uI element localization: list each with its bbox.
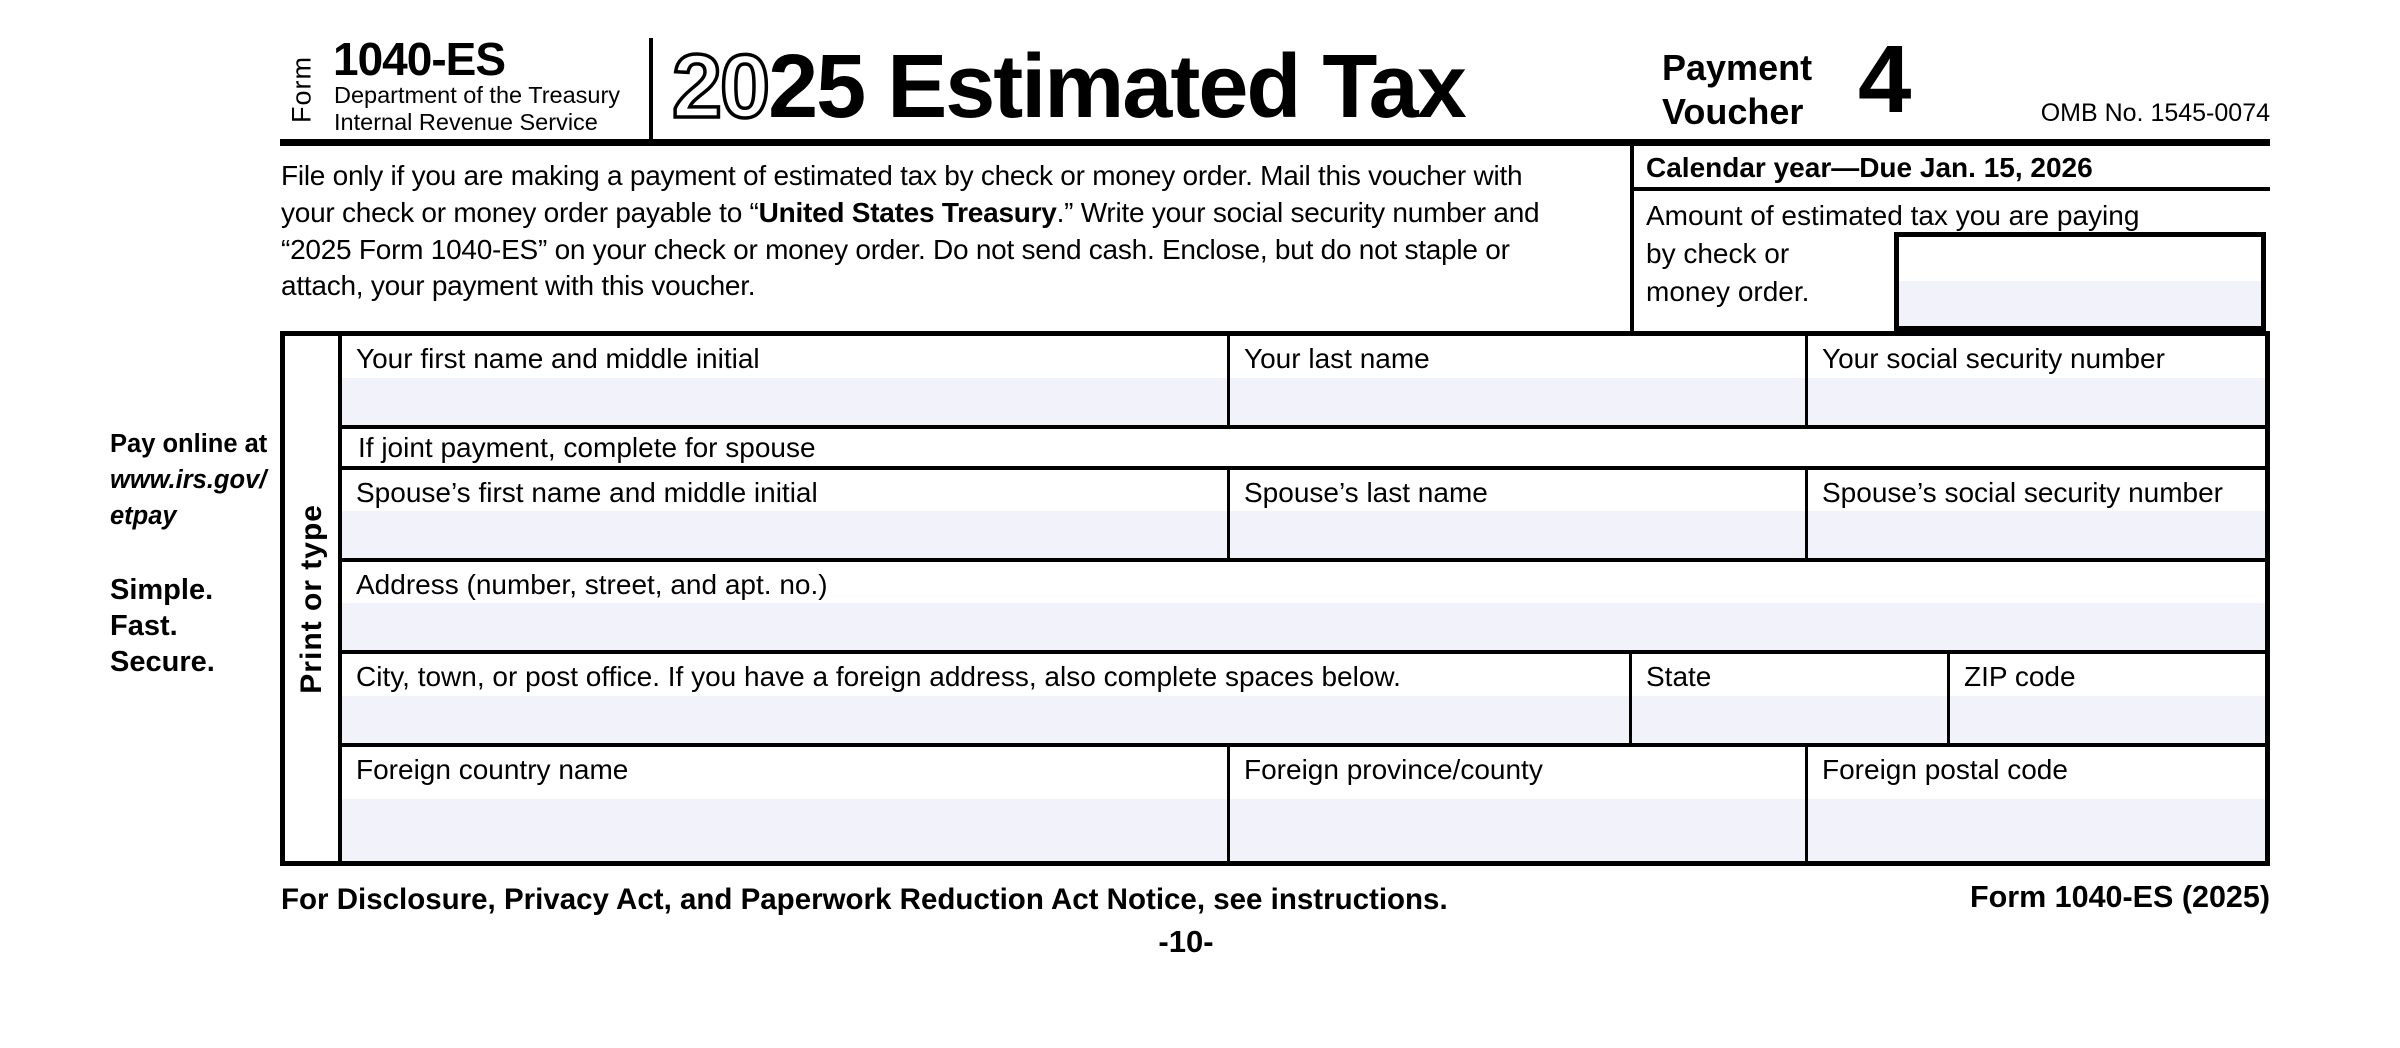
tagline-fast: Fast. bbox=[110, 610, 178, 642]
foreign-country-input[interactable] bbox=[342, 799, 1227, 861]
address-input[interactable] bbox=[342, 603, 2265, 650]
city-state-zip-row bbox=[342, 654, 2265, 747]
amount-caption-line2: by check or bbox=[1646, 238, 1790, 269]
print-or-type-cell bbox=[285, 336, 342, 861]
city-label: City, town, or post office. If you have a foreign address, also complete spaces below. bbox=[356, 661, 1401, 692]
joint-payment-note: If joint payment, complete for spouse bbox=[358, 431, 816, 463]
taxpayer-info-table bbox=[280, 331, 2270, 866]
spouse-last-name-cell bbox=[1230, 470, 1808, 558]
state-cell bbox=[1632, 654, 1950, 743]
payment-voucher-label bbox=[1662, 46, 1812, 134]
pay-online-note bbox=[110, 426, 267, 534]
table-row bbox=[342, 470, 2265, 562]
foreign-country-label: Foreign country name bbox=[356, 754, 629, 785]
tagline bbox=[110, 572, 215, 680]
address-label: Address (number, street, and apt. no.) bbox=[356, 569, 828, 600]
spouse-first-name-input[interactable] bbox=[342, 511, 1227, 558]
your-last-name-label: Your last name bbox=[1244, 343, 1430, 374]
your-last-name-cell bbox=[1230, 336, 1808, 425]
city-cell bbox=[342, 654, 1632, 743]
amount-input[interactable] bbox=[1899, 281, 2261, 326]
header-rule bbox=[280, 139, 2270, 146]
page-number: -10- bbox=[1158, 924, 1214, 959]
page-title bbox=[672, 37, 1465, 137]
your-ssn-cell bbox=[1808, 336, 2265, 425]
your-first-name-label: Your first name and middle initial bbox=[356, 343, 760, 374]
due-date-amount-panel bbox=[1630, 146, 2270, 331]
spouse-first-name-label: Spouse’s first name and middle initial bbox=[356, 477, 818, 508]
state-input[interactable] bbox=[1632, 696, 1947, 743]
voucher-word: Voucher bbox=[1662, 91, 1804, 132]
zip-label: ZIP code bbox=[1964, 661, 2076, 692]
address-cell bbox=[342, 562, 2265, 650]
joint-payment-row bbox=[342, 429, 2265, 470]
spouse-ssn-label: Spouse’s social security number bbox=[1822, 477, 2224, 508]
address-row bbox=[342, 562, 2265, 654]
spouse-ssn-cell bbox=[1808, 470, 2265, 558]
spouse-first-name-cell bbox=[342, 470, 1230, 558]
title-text: Estimated Tax bbox=[864, 37, 1465, 137]
zip-input[interactable] bbox=[1950, 696, 2265, 743]
spouse-ssn-input[interactable] bbox=[1808, 511, 2265, 558]
amount-section bbox=[1634, 191, 2270, 331]
instructions-part2: .” Write your social security number and “2025 Form 1040-ES” on your check or money order. Do not send cash. Enclose, but do not staple or attach, your payment with this voucher. bbox=[281, 196, 1540, 302]
header-vertical-divider bbox=[649, 38, 653, 139]
foreign-address-row bbox=[342, 747, 2265, 861]
title-year-bold: 25 bbox=[768, 37, 865, 137]
amount-caption-line3: money order. bbox=[1646, 276, 1810, 307]
foreign-postal-label: Foreign postal code bbox=[1822, 754, 2068, 785]
omb-number: OMB No. 1545-0074 bbox=[2040, 99, 2270, 127]
form-number: 1040-ES bbox=[333, 33, 506, 85]
filing-instructions bbox=[281, 158, 1576, 305]
spouse-last-name-label: Spouse’s last name bbox=[1244, 477, 1488, 508]
payment-word: Payment bbox=[1662, 47, 1813, 88]
form-id-footer: Form 1040-ES (2025) bbox=[1969, 880, 2270, 914]
zip-cell bbox=[1950, 654, 2265, 743]
irs-etpay-url-line2: etpay bbox=[110, 502, 177, 530]
amount-box-blank-area bbox=[1899, 237, 2261, 281]
agency-line: Internal Revenue Service bbox=[334, 109, 598, 135]
tagline-simple: Simple. bbox=[110, 574, 214, 606]
title-year-outline: 20 bbox=[672, 37, 769, 137]
pay-online-text: Pay online at bbox=[110, 430, 268, 458]
your-last-name-input[interactable] bbox=[1230, 378, 1805, 425]
foreign-postal-cell bbox=[1808, 747, 2265, 861]
foreign-province-label: Foreign province/county bbox=[1244, 754, 1543, 785]
city-input[interactable] bbox=[342, 696, 1629, 743]
foreign-province-cell bbox=[1230, 747, 1808, 861]
disclosure-notice: For Disclosure, Privacy Act, and Paperwork Reduction Act Notice, see instructions. bbox=[281, 883, 1448, 916]
calendar-due-date: Calendar year—Due Jan. 15, 2026 bbox=[1634, 146, 2270, 191]
your-ssn-label: Your social security number bbox=[1822, 343, 2165, 374]
foreign-country-cell bbox=[342, 747, 1230, 861]
amount-entry-box bbox=[1894, 232, 2266, 331]
tagline-secure: Secure. bbox=[110, 646, 215, 678]
instructions-bold-payee: United States Treasury bbox=[758, 196, 1057, 228]
form-vertical-label: Form bbox=[286, 56, 317, 124]
department-line: Department of the Treasury bbox=[334, 82, 621, 108]
your-first-name-cell bbox=[342, 336, 1230, 425]
amount-caption-line1: Amount of estimated tax you are paying bbox=[1646, 200, 2140, 231]
table-rows bbox=[342, 336, 2265, 861]
table-row bbox=[342, 336, 2265, 429]
your-first-name-input[interactable] bbox=[342, 378, 1227, 425]
state-label: State bbox=[1646, 661, 1712, 692]
print-or-type-label: Print or type bbox=[294, 503, 328, 694]
foreign-postal-input[interactable] bbox=[1808, 799, 2265, 861]
your-ssn-input[interactable] bbox=[1808, 378, 2265, 425]
instructions-part1: File only if you are making a payment of estimated tax by check or money order. Mail this voucher with your check or money order payable to “ bbox=[281, 160, 1523, 228]
foreign-province-input[interactable] bbox=[1230, 799, 1805, 861]
spouse-last-name-input[interactable] bbox=[1230, 511, 1805, 558]
irs-etpay-url-line1: www.irs.gov/ bbox=[110, 466, 267, 494]
voucher-number: 4 bbox=[1858, 26, 1912, 133]
